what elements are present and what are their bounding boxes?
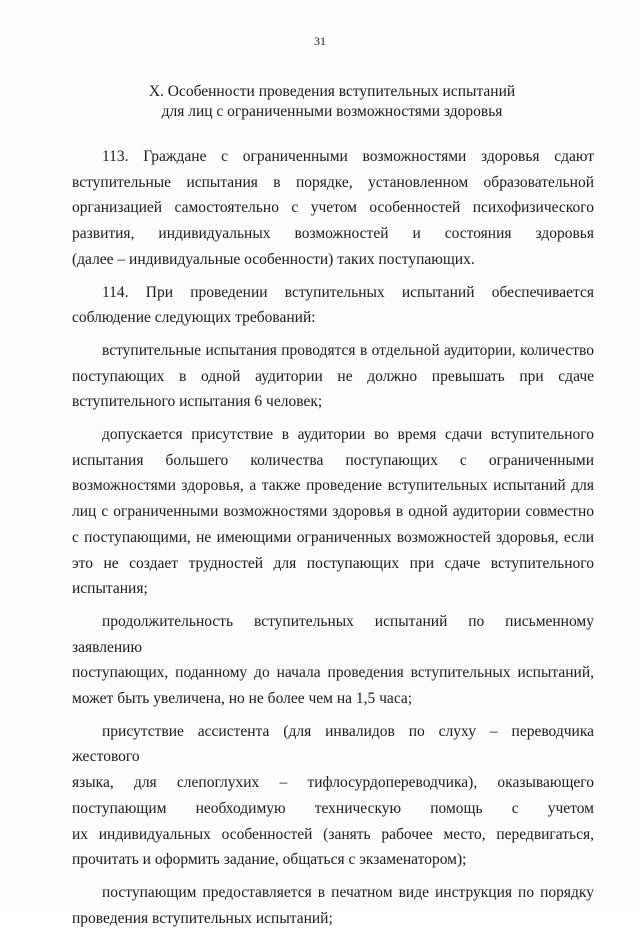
- body-text: [72, 144, 594, 931]
- text-line: поступающих в одной аудитории не должно превышать при сдаче: [72, 367, 594, 385]
- text-line: продолжительность вступительных испытаний по письменному заявлению: [72, 612, 594, 656]
- text-line: поступающим предоставляется в печатном виде инструкция по порядку: [102, 883, 594, 901]
- text-line: возможностями здоровья, а также проведение вступительных испытаний для: [72, 477, 594, 495]
- section-heading-line-1: X. Особенности проведения вступительных испытаний: [148, 83, 516, 100]
- text-line: их индивидуальных особенностей (занять рабочее место, передвигаться,: [72, 825, 594, 843]
- text-line: развития, индивидуальных возможностей и состояния здоровья: [72, 225, 594, 243]
- requirement-printed-instructions: [72, 880, 594, 931]
- text-line: соблюдение следующих требований:: [72, 309, 316, 327]
- text-line: лиц с ограниченными возможностями здоровья в одной аудитории совместно: [72, 503, 594, 521]
- section-heading: [72, 82, 592, 122]
- requirement-duration: [72, 609, 594, 712]
- text-line: 114. При проведении вступительных испытаний обеспечивается: [102, 283, 594, 301]
- text-line: вступительные испытания в порядке, установленном образовательной: [72, 173, 594, 191]
- text-line: испытания большего количества поступающих с ограниченными: [72, 451, 594, 469]
- paragraph-113: [72, 144, 594, 273]
- text-line: это не создает трудностей для поступающих при сдаче вступительного: [72, 554, 594, 572]
- paragraph-114: [72, 280, 594, 331]
- text-line: поступающих, поданному до начала проведения вступительных испытаний,: [72, 664, 594, 682]
- text-line: поступающим необходимую техническую помощь с учетом: [72, 799, 594, 817]
- text-line: допускается присутствие в аудитории во время сдачи вступительного: [102, 426, 594, 444]
- section-heading-line-2: для лиц с ограниченными возможностями здоровья: [161, 103, 503, 120]
- text-line: проведения вступительных испытаний;: [72, 909, 333, 927]
- text-line: вступительного испытания 6 человек;: [72, 393, 323, 411]
- text-line: прочитать и оформить задание, общаться с экзаменатором);: [72, 851, 467, 869]
- text-line: языка, для слепоглухих – тифлосурдопереводчика), оказывающего: [72, 774, 594, 792]
- requirement-separate-room: [72, 338, 594, 415]
- text-line: присутствие ассистента (для инвалидов по слуху – переводчика жестового: [72, 722, 594, 766]
- page-number: 31: [314, 34, 326, 48]
- text-line: (далее – индивидуальные особенности) таких поступающих.: [72, 250, 475, 268]
- text-line: вступительные испытания проводятся в отдельной аудитории, количество: [102, 341, 594, 359]
- text-line: испытания;: [72, 580, 148, 598]
- text-line: организацией самостоятельно с учетом особенностей психофизического: [72, 199, 594, 217]
- text-line: 113. Граждане с ограниченными возможностями здоровья сдают: [102, 148, 594, 165]
- text-line: с поступающими, не имеющими ограниченных возможностей здоровья, если: [72, 528, 594, 546]
- requirement-joint-room: [72, 422, 594, 602]
- requirement-assistant: [72, 719, 594, 873]
- text-line: может быть увеличена, но не более чем на 1,5 часа;: [72, 690, 413, 708]
